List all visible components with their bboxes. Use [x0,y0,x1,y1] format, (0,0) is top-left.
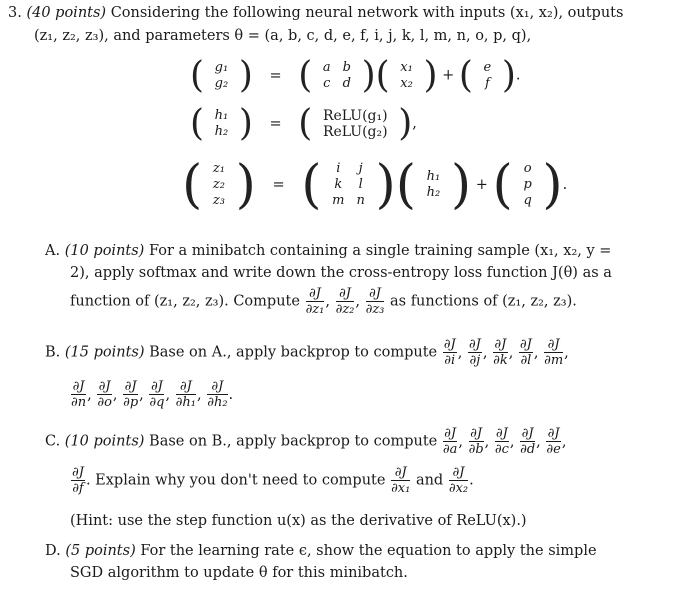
fraction-dJ-b2-5: $\frac{\partial J}{\text{∂h₂}}$ [207,379,228,410]
part-a-text-3a: function of (z₁, z₂, z₃). Compute [70,293,300,310]
part-c-text-1: Base on B., apply backprop to compute [149,433,438,450]
eq3-weight-matrix: i j k l m n [332,161,365,208]
fraction-dJ-b1-2: $\frac{\partial J}{\partial k}$ [493,337,508,368]
fraction-dJ-b2-0: $\frac{\partial J}{\partial n}$ [71,379,87,410]
problem-number: 3. [8,5,22,21]
part-a-label: A. [45,243,61,259]
eq1-lhs-vector: g₁ g₂ [214,59,229,91]
part-d-text-1: For the learning rate ϵ, show the equation to apply the simple [140,543,597,559]
part-d-points: (5 points) [65,543,136,559]
problem-intro: Considering the following neural network with inputs (x₁, x₂), outputs [110,5,624,21]
eq3-period: . [562,177,568,193]
eq2-lhs-vector: h₁ h₂ [214,107,229,139]
eq1-input-vector: x₁ x₂ [400,59,413,91]
fraction-dJ-b2-4: $\frac{\partial J}{\text{∂h₁}}$ [175,379,196,410]
fraction-dJ-c1-2: $\frac{\partial J}{\partial c}$ [494,426,509,457]
equation-2: ( h₁ h₂ ) = ( ReLU(g₁) ReLU(g₂) ), [190,103,417,144]
part-b-line-2: $\frac{\partial J}{\partial n}$ , $\frac{\partial J}{\partial o}$ , $\frac{\partial J}{\partial p}$ , $\frac{\partial J}{\partial q}$ , $\frac{\partial J}{\text{∂h₁}}$ , $\frac{\partial J}{\text{∂h₂}}$ . [71,379,234,410]
fraction-dJ-c1-0: $\frac{\partial J}{\partial a}$ [442,426,458,457]
fraction-dJ-b1-3: $\frac{\partial J}{\partial l}$ [519,337,532,368]
eq2-equals: = [269,115,282,132]
eq1-plus: + [442,67,455,84]
equation-1: ( g₁ g₂ ) = ( a b c d )( x₁ x₂ ) + ( e f ). [190,55,521,96]
fraction-dJ-b2-2: $\frac{\partial J}{\partial p}$ [123,379,139,410]
problem-line-1 [8,4,623,22]
eq3-lhs-vector: z₁ z₂ z₃ [212,161,225,208]
eq2-relu-vector: ReLU(g₁) ReLU(g₂) [322,107,388,140]
fraction-dJ-b1-1: $\frac{\partial J}{\partial j}$ [468,337,481,368]
part-c-label: C. [45,433,61,450]
problem-line-2 [34,27,531,45]
fraction-dJ-c1-4: $\frac{\partial J}{\partial e}$ [546,426,561,457]
eq3-hidden-vector: h₁ h₂ [426,169,441,200]
fraction-dJ-dz3: $\frac{\partial J}{\text{∂z₃}}$ [365,286,385,317]
part-c-points: (10 points) [64,433,145,450]
part-b-text-1: Base on A., apply backprop to compute [149,344,438,361]
part-c-and: and [415,472,444,489]
fraction-dJ-b1-4: $\frac{\partial J}{\partial m}$ [544,337,564,368]
part-d-line-2 [70,564,408,582]
part-a-line-1 [45,242,611,260]
part-d-text-2: SGD algorithm to update θ for this minibatch. [70,565,408,581]
part-a-text-3b: as functions of (z₁, z₂, z₃). [390,293,577,310]
problem-points: (40 points) [26,5,107,21]
eq1-period: . [515,67,521,84]
fraction-dJ-dx1: $\frac{\partial J}{\text{∂x₁}}$ [391,465,411,496]
fraction-dJ-df: $\frac{\partial J}{\partial f}$ [72,465,84,496]
fraction-dJ-c1-1: $\frac{\partial J}{\partial b}$ [468,426,484,457]
eq3-equals: = [272,177,285,193]
problem-intro-2: (z₁, z₂, z₃), and parameters θ = (a, b, c, d, e, f, i, j, k, l, m, n, o, p, q), [34,28,532,44]
eq1-weight-matrix: a b c d [322,59,351,91]
eq3-plus: + [475,177,488,193]
part-c-text-2: Explain why you don't need to compute [95,472,386,489]
fraction-dJ-c1-3: $\frac{\partial J}{\partial d}$ [520,426,536,457]
part-a-line-3: function of (z₁, z₂, z₃). Compute $\frac{\partial J}{\text{∂z₁}}$ , $\frac{\partial J}{\text{∂z₂}}$ , $\frac{\partial J}{\text{∂z₃}}$ as functions of (z₁, z₂, z₃). [70,286,577,317]
eq2-comma: , [412,115,417,132]
part-a-points: (10 points) [64,243,145,259]
part-c-hint-text: (Hint: use the step function u(x) as the derivative of ReLU(x).) [70,513,527,529]
fraction-dJ-dx2: $\frac{\partial J}{\text{∂x₂}}$ [448,465,469,496]
eq1-equals: = [269,67,282,84]
part-a-text-2: 2), apply softmax and write down the cross-entropy loss function J(θ) as a [70,265,612,281]
part-d-line-1 [45,542,597,560]
part-c-line-2: $\frac{\partial J}{\partial f}$ . Explain why you don't need to compute $\frac{\partial J}{\text{∂x₁}}$ and $\frac{\partial J}{\text{∂x₂}}$ . [72,465,474,496]
part-b-line-1: B. (15 points) Base on A., apply backprop to compute $\frac{\partial J}{\partial i}$ , $\frac{\partial J}{\partial j}$ , $\frac{\partial J}{\partial k}$ , $\frac{\partial J}{\partial l}$ , $\frac{\partial J}{\partial m}$ , [45,337,569,368]
fraction-dJ-b2-3: $\frac{\partial J}{\partial q}$ [149,379,165,410]
part-b-points: (15 points) [64,344,145,361]
fraction-dJ-b1-0: $\frac{\partial J}{\partial i}$ [443,337,456,368]
fraction-dJ-dz2: $\frac{\partial J}{\text{∂z₂}}$ [335,286,355,317]
part-c-line-1: C. (10 points) Base on B., apply backprop to compute $\frac{\partial J}{\partial a}$ , $\frac{\partial J}{\partial b}$ , $\frac{\partial J}{\partial c}$ , $\frac{\partial J}{\partial d}$ , $\frac{\partial J}{\partial e}$ , [45,426,567,457]
part-a-text-1: For a minibatch containing a single training sample (x₁, x₂, y = [148,243,612,259]
part-d-label: D. [45,543,61,559]
eq1-bias-vector: e f [483,59,492,91]
part-a-line-2 [70,264,612,282]
fraction-dJ-b2-1: $\frac{\partial J}{\partial o}$ [97,379,112,410]
equation-3: ( z₁ z₂ z₃ ) = ( i j k l m n )( h₁ h₂ ) + ( o p q ). [182,155,568,215]
fraction-dJ-dz1: $\frac{\partial J}{\text{∂z₁}}$ [305,286,325,317]
part-c-hint [70,512,527,530]
part-b-label: B. [45,344,61,361]
eq3-bias-vector: o p q [523,161,532,208]
